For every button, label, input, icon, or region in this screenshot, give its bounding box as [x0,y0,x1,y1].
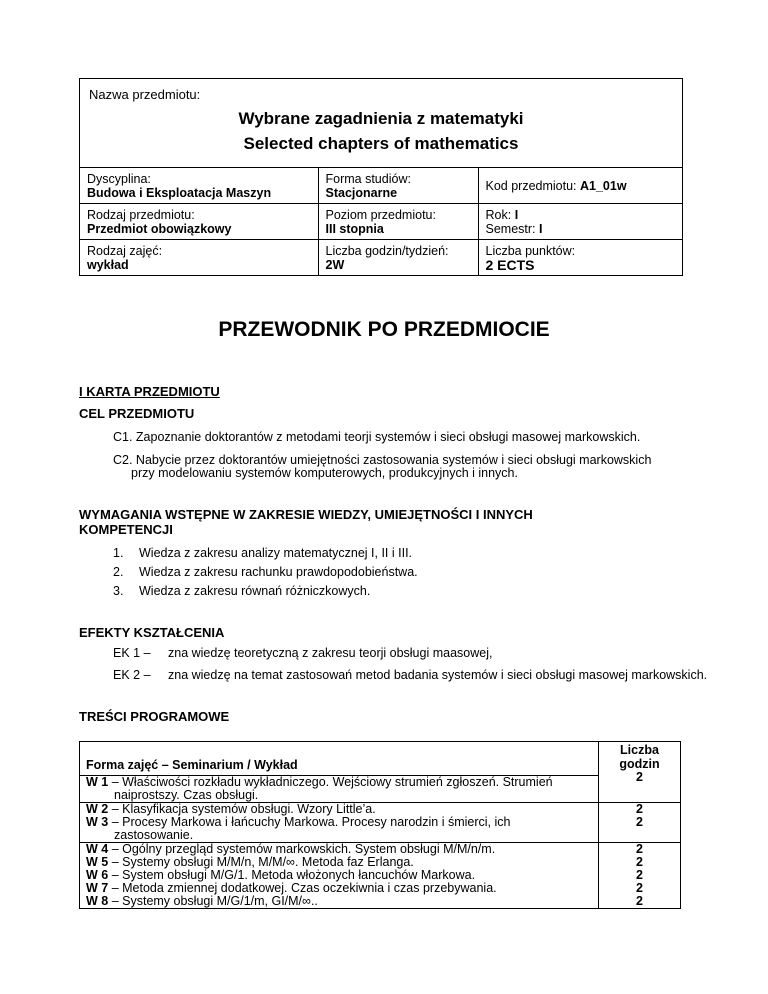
hours-per-week-label: Liczba godzin/tydzień: [325,244,449,258]
study-form-label: Forma studiów: [325,172,411,186]
info-row [80,168,682,204]
course-goal-heading: CEL PRZEDMIOTU [79,406,195,421]
list-item [113,584,370,599]
year-value: I [514,208,519,222]
info-row [80,204,682,240]
outcome-code: EK 1 – [113,646,151,660]
outcome-item [113,668,707,683]
course-level-label: Poziom przedmiotu: [325,208,436,222]
hours-cell [599,843,681,909]
hours-per-week-cell [318,240,478,276]
table-row [80,803,681,843]
discipline-label: Dyscyplina: [87,172,151,186]
study-form-cell [318,168,478,204]
topic-code: W 1 [86,775,109,789]
topic-text-continued: naiprostszy. Czas obsługi. [114,788,259,802]
hours-value: 2 [636,855,643,869]
course-code-label: Kod przedmiotu: [485,179,580,193]
table-row [80,843,681,909]
semester-value: I [539,222,543,236]
prerequisites-heading-line1: WYMAGANIA WSTĘPNE W ZAKRESIE WIEDZY, UMIEJĘTNOŚCI I INNYCH [79,507,533,522]
hours-value: 2 [636,894,643,908]
course-title-section [80,79,682,168]
outcome-code: EK 2 – [113,668,151,682]
goal-c1: C1. Zapoznanie doktorantów z metodami teorji systemów i sieci obsługi masowej markowskich. [113,430,641,444]
list-text: Wiedza z zakresu rachunku prawdopodobieństwa. [139,565,418,579]
course-type-cell [80,204,318,240]
topic-text-continued: zastosowanie. [114,828,194,842]
hours-value: 2 [636,868,643,882]
outcome-text: zna wiedzę teoretyczną z zakresu teorji obsługi maasowej, [168,646,493,660]
topic-cell [80,803,599,843]
topic-text: – Właściwości rozkładu wykładniczego. Wejściowy strumień zgłoszeń. Strumień [108,775,553,789]
topic-code: W 4 [86,842,109,856]
topic-code: W 6 [86,868,109,882]
topic-cell [80,843,599,909]
topic-text: – Procesy Markowa i łańcuchy Markowa. Procesy narodzin i śmierci, ich [108,815,511,829]
hours-value: 2 [636,815,643,829]
hours-column-header [599,742,681,803]
hours-header-label: Liczba godzin [619,743,660,771]
class-type-value: wykład [87,258,129,272]
list-item [113,565,418,580]
table-row [80,742,681,776]
prerequisites-heading-line2: KOMPETENCJI [79,522,173,537]
course-info-grid [80,168,682,275]
course-type-value: Przedmiot obowiązkowy [87,222,232,236]
subject-label: Nazwa przedmiotu: [89,87,201,102]
list-text: Wiedza z zakresu równań różniczkowych. [139,584,371,598]
topic-text: – Klasyfikacja systemów obsługi. Wzory Little’a. [108,802,376,816]
topic-text: – System obsługi M/G/1. Metoda włożonych łancuchów Markowa. [108,868,476,882]
goal-c2-line1: C2. Nabycie przez doktorantów umiejętności zastosowania systemów i sieci obsługi markowskich [113,453,652,467]
year-semester-cell [478,204,682,240]
hours-per-week-value: 2W [325,258,345,272]
class-type-cell [80,240,318,276]
topic-text: – Ogólny przegląd systemów markowskich. System obsługi M/M/n/m. [108,842,496,856]
course-header-box [79,78,683,276]
hours-value: 2 [636,842,643,856]
topic-code: W 2 [86,802,109,816]
topic-code: W 8 [86,894,109,908]
list-number: 2. [113,565,124,579]
discipline-cell [80,168,318,204]
program-content-heading: TREŚCI PROGRAMOWE [79,709,230,724]
hours-value: 2 [636,881,643,895]
ects-label: Liczba punktów: [485,244,576,258]
goal-c2-line2: przy modelowaniu systemów komputerowych, produkcyjnych i innych. [131,466,518,480]
course-type-label: Rodzaj przedmiotu: [87,208,195,222]
program-table [79,741,681,909]
outcome-text: zna wiedzę na temat zastosowań metod badania systemów i sieci obsługi masowej markowskich. [168,668,708,682]
course-code-cell [478,168,682,204]
guide-title: PRZEWODNIK PO PRZEDMIOCIE [218,318,550,341]
hours-cell [599,803,681,843]
form-column-header: Forma zajęć – Seminarium / Wykład [80,742,599,776]
semester-label: Semestr: [485,222,539,236]
course-code-value: A1_01w [580,179,627,193]
topic-text: – Systemy obsługi M/G/1/m, GI/M/∞.. [108,894,318,908]
learning-outcomes-heading: EFEKTY KSZTAŁCENIA [79,625,225,640]
course-level-cell [318,204,478,240]
list-item [113,546,412,561]
list-text: Wiedza z zakresu analizy matematycznej I, II i III. [139,546,413,560]
topic-cell [80,776,599,803]
list-number: 3. [113,584,124,598]
course-title-pl: Wybrane zagadnienia z matematyki [238,109,524,128]
list-number: 1. [113,546,124,560]
topic-text: – Metoda zmiennej dodatkowej. Czas oczekiwnia i czas przebywania. [108,881,497,895]
outcome-item [113,646,492,661]
ects-cell [478,240,682,276]
topic-code: W 3 [86,815,109,829]
year-label: Rok: [485,208,515,222]
topic-text: – Systemy obsługi M/M/n, M/M/∞. Metoda faz Erlanga. [108,855,414,869]
table-row [80,776,681,803]
class-type-label: Rodzaj zajęć: [87,244,163,258]
course-level-value: III stopnia [325,222,384,236]
topic-code: W 5 [86,855,109,869]
study-form-value: Stacjonarne [325,186,398,200]
course-card-heading: I KARTA PRZEDMIOTU [79,384,220,399]
hours-value: 2 [636,802,643,816]
topic-code: W 7 [86,881,109,895]
discipline-value: Budowa i Eksploatacja Maszyn [87,186,272,200]
ects-value: 2 ECTS [485,257,535,273]
hours-value: 2 [636,770,643,784]
course-title-en: Selected chapters of mathematics [243,134,519,153]
info-row [80,240,682,276]
